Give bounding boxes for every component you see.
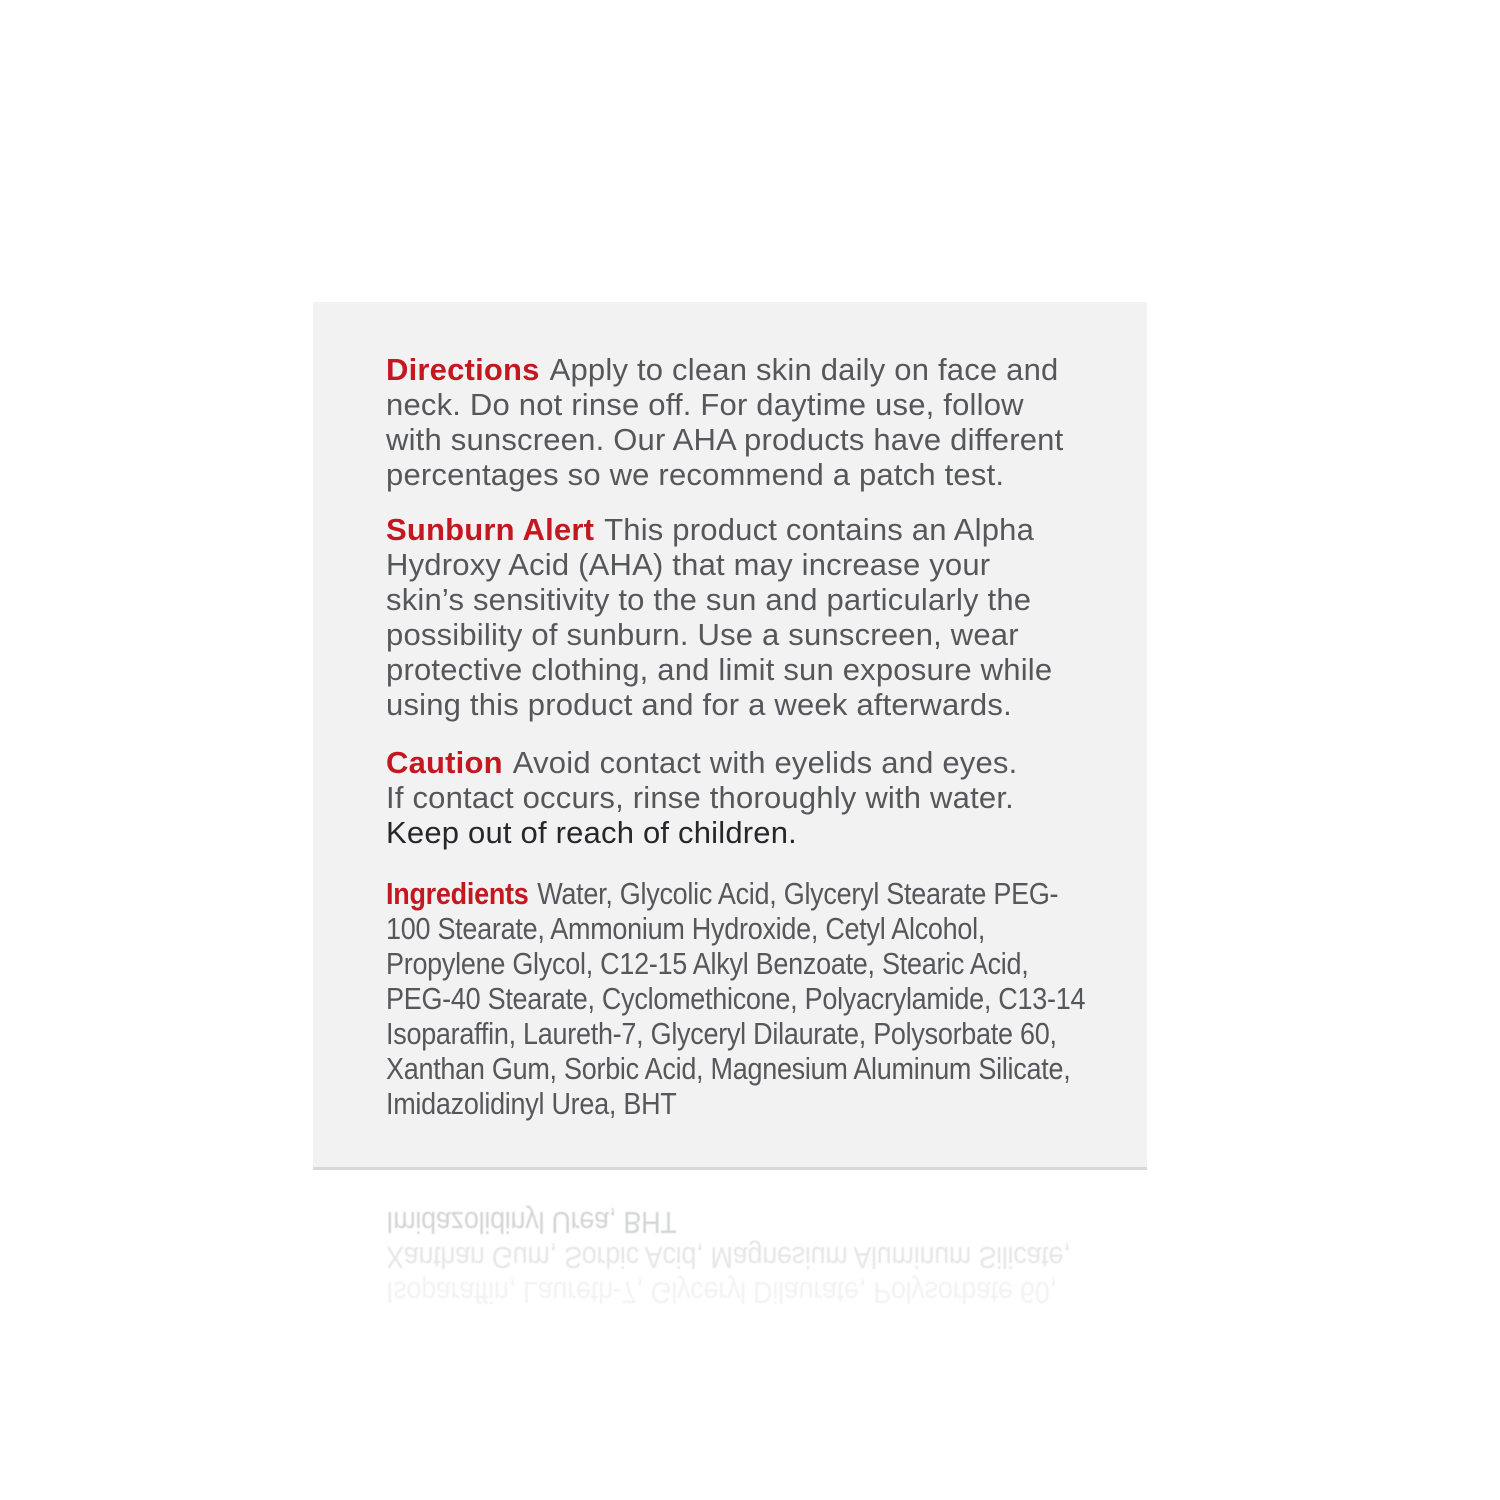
ingredients-line <box>386 876 1085 911</box>
ingredients-line: Propylene Glycol, C12-15 Alkyl Benzoate, Stearic Acid, <box>386 946 1029 981</box>
caution-line <box>386 745 1017 780</box>
caution-section <box>386 745 1017 850</box>
label-reflection <box>386 1205 1173 1310</box>
reflection-line: Isoparaffin, Laureth-7, Glyceryl Dilaurate, Polysorbate 60, <box>386 1275 1057 1310</box>
directions-text: Apply to clean skin daily on face and <box>549 352 1059 387</box>
ingredients-line: Imidazolidinyl Urea, BHT <box>386 1086 677 1121</box>
sunburn-alert-line: protective clothing, and limit sun exposure while <box>386 652 1053 687</box>
directions-line: percentages so we recommend a patch test. <box>386 457 1005 492</box>
caution-heading: Caution <box>386 745 503 780</box>
caution-emphasis-line: Keep out of reach of children. <box>386 815 797 850</box>
caution-text: Avoid contact with eyelids and eyes. <box>512 745 1018 780</box>
caution-line: If contact occurs, rinse thoroughly with water. <box>386 780 1014 815</box>
reflection-line: Imidazolidinyl Urea, BHT <box>386 1205 677 1240</box>
sunburn-alert-line: Hydroxy Acid (AHA) that may increase your <box>386 547 991 582</box>
ingredients-line: PEG-40 Stearate, Cyclomethicone, Polyacrylamide, C13-14 <box>386 981 1086 1016</box>
directions-heading: Directions <box>386 352 540 387</box>
ingredients-heading: Ingredients <box>386 876 529 911</box>
sunburn-alert-line: possibility of sunburn. Use a sunscreen, wear <box>386 617 1019 652</box>
ingredients-section <box>386 876 1190 1121</box>
sunburn-alert-text: This product contains an Alpha <box>604 512 1035 547</box>
reflection-line: Xanthan Gum, Sorbic Acid, Magnesium Aluminum Silicate, <box>386 1240 1071 1275</box>
sunburn-alert-line: skin’s sensitivity to the sun and particularly the <box>386 582 1032 617</box>
sunburn-alert-line: using this product and for a week afterwards. <box>386 687 1012 722</box>
sunburn-alert-section <box>386 512 1052 722</box>
ingredients-text: Water, Glycolic Acid, Glyceryl Stearate PEG- <box>537 876 1059 911</box>
product-label-panel <box>313 302 1147 1170</box>
directions-line <box>386 352 1063 387</box>
directions-line: neck. Do not rinse off. For daytime use, follow <box>386 387 1024 422</box>
ingredients-line: 100 Stearate, Ammonium Hydroxide, Cetyl Alcohol, <box>386 911 986 946</box>
sunburn-alert-heading: Sunburn Alert <box>386 512 595 547</box>
ingredients-line: Xanthan Gum, Sorbic Acid, Magnesium Aluminum Silicate, <box>386 1051 1071 1086</box>
directions-line: with sunscreen. Our AHA products have different <box>386 422 1064 457</box>
sunburn-alert-line <box>386 512 1052 547</box>
directions-section <box>386 352 1063 492</box>
ingredients-line: Isoparaffin, Laureth-7, Glyceryl Dilaurate, Polysorbate 60, <box>386 1016 1057 1051</box>
